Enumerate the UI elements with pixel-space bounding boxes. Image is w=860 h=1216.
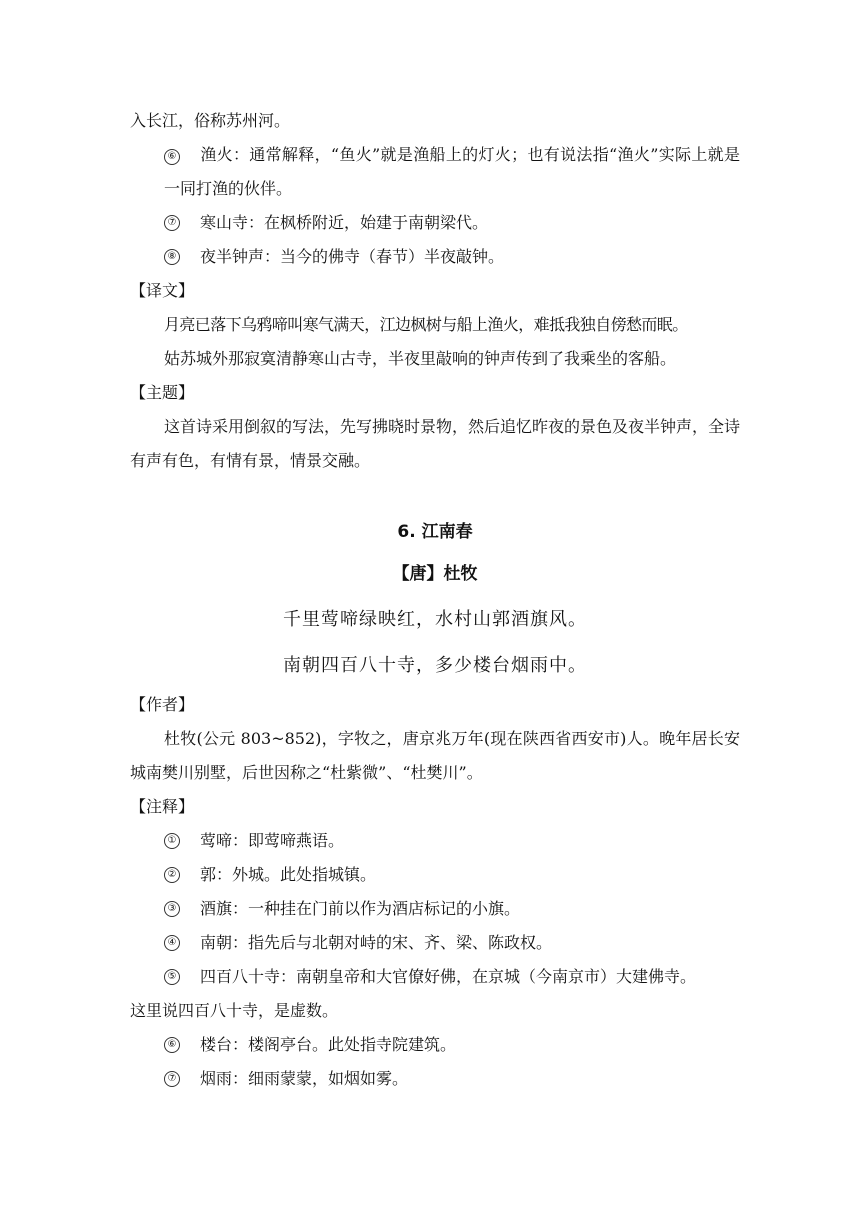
note-text: 楼台：楼阁亭台。此处指寺院建筑。 (200, 1035, 457, 1054)
notes-heading: 【注释】 (130, 797, 195, 816)
note-number: ⑦ (164, 1071, 180, 1087)
poem-title: 6. 江南春 (397, 522, 473, 542)
note-number: ⑧ (164, 249, 180, 265)
note-5 (130, 960, 740, 994)
note-text: 夜半钟声：当今的佛寺（春节）半夜敲钟。 (200, 247, 505, 266)
note-6-prev (130, 138, 740, 206)
note-text: 渔火：通常解释，“鱼火”就是渔船上的灯火；也有说法指“渔火”实际上就是一同打渔的伙伴。 (164, 145, 740, 198)
note-7-prev (130, 206, 740, 240)
note-text: 莺啼：即莺啼燕语。 (200, 831, 345, 850)
note-text: 烟雨：细雨蒙蒙，如烟如雾。 (200, 1069, 409, 1088)
poem-author: 【唐】杜牧 (392, 564, 478, 584)
author-heading: 【作者】 (130, 695, 195, 714)
note-2 (130, 858, 740, 892)
note-number: ⑦ (164, 215, 180, 231)
note-3 (130, 892, 740, 926)
note-number: ③ (164, 901, 180, 917)
author-intro: 杜牧(公元 803~852)，字牧之，唐京兆万年(现在陕西省西安市)人。晚年居长安城南樊川别墅，后世因称之“杜紫微”、“杜樊川”。 (130, 729, 740, 782)
note-number: ⑥ (164, 149, 180, 165)
note-number: ⑤ (164, 969, 180, 985)
theme-text: 这首诗采用倒叙的写法，先写拂晓时景物，然后追忆昨夜的景色及夜半钟声，全诗有声有色，有情有景，情景交融。 (130, 417, 741, 470)
note-text: 南朝：指先后与北朝对峙的宋、齐、梁、陈政权。 (200, 933, 553, 952)
page-content (130, 104, 740, 1096)
note-number: ② (164, 867, 180, 883)
note-7 (130, 1062, 740, 1096)
note-8-prev (130, 240, 740, 274)
poem-line-2: 南朝四百八十寺，多少楼台烟雨中。 (283, 655, 587, 676)
note-number: ⑥ (164, 1037, 180, 1053)
note-text: 寒山寺：在枫桥附近，始建于南朝梁代。 (200, 213, 489, 232)
note-number: ① (164, 833, 180, 849)
note-number: ④ (164, 935, 180, 951)
continued-note-line: 入长江，俗称苏州河。 (130, 111, 291, 130)
note-1 (130, 824, 740, 858)
translation-line-1: 月亮已落下乌鸦啼叫寒气满天，江边枫树与船上渔火，难抵我独自傍愁而眠。 (164, 315, 688, 334)
note-4 (130, 926, 740, 960)
translation-line-2: 姑苏城外那寂寞清静寒山古寺，半夜里敲响的钟声传到了我乘坐的客船。 (164, 349, 677, 368)
note-text: 郭：外城。此处指城镇。 (200, 865, 377, 884)
note-text: 四百八十寺：南朝皇帝和大官僚好佛，在京城（今南京市）大建佛寺。 (200, 967, 697, 986)
note-6 (130, 1028, 740, 1062)
note-5-continued: 这里说四百八十寺，是虚数。 (130, 1001, 339, 1020)
translation-heading: 【译文】 (130, 281, 195, 300)
theme-heading: 【主题】 (130, 383, 195, 402)
poem-line-1: 千里莺啼绿映红，水村山郭酒旗风。 (283, 609, 587, 630)
note-text: 酒旗：一种挂在门前以作为酒店标记的小旗。 (200, 899, 521, 918)
